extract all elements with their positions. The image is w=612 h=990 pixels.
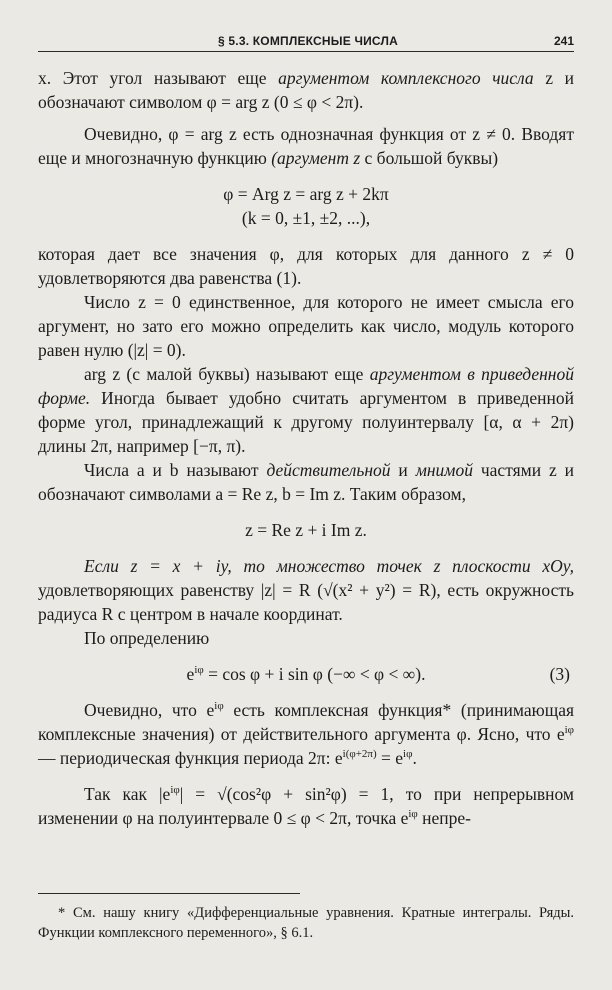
- footnote-divider: [38, 893, 300, 894]
- paragraph: Если z = x + iy, то множество точек z плоскости xOy, удовлетворяющих равенству |z| = R (√(x² + y²) = R), есть окружность радиуса R с центром в начале координат.: [38, 556, 574, 624]
- formula-euler: $e^{i\varphi} = \cos \varphi + i$ sin φ (−∞ < φ < ∞). (3): [186, 664, 570, 684]
- paragraph: Так как $|e^{i\varphi}| = √(\cos^2\varphi + \sin^2\varphi) = 1$, то при непрерывном изменении φ на полуинтервале 0 ≤ φ < 2π, точка $e^{i\varphi}$ непре-: [38, 784, 574, 828]
- formula-k-values: (k = 0, ±1, ±2, ...),: [241, 208, 371, 228]
- footnote: * См. нашу книгу «Дифференциальные уравнения. Кратные интегралы. Ряды. Функции комплексного переменного», § 6.1.: [38, 905, 574, 941]
- paragraph: которая дает все значения φ, для которых для данного z ≠ 0 удовлетворяются два равенства (1).: [38, 244, 574, 288]
- main-text: [38, 66, 574, 830]
- section-title: § 5.3. КОМПЛЕКСНЫЕ ЧИСЛА: [218, 34, 398, 48]
- paragraph: По определению: [84, 628, 210, 648]
- paragraph: Очевидно, φ = arg z есть однозначная функция от z ≠ 0. Вводят еще и многозначную функцию (аргумент z с большой буквы): [38, 124, 574, 168]
- paragraph: Очевидно, что $e^{i\varphi}$ есть комплексная функция* (принимающая комплексные значения) от действительного аргумента φ. Ясно, что $e^{i\varphi}$ — периодическая функция периода 2π: $e^{i(\varphi+2\pi)} = e^{i\varphi}$.: [38, 700, 575, 768]
- paragraph: Число z = 0 единственное, для которого не имеет смысла его аргумент, но зато его можно определить как число, модуль которого равен нулю (|z| = 0).: [38, 292, 574, 360]
- formula-arg-definition: φ = Arg z = arg z + 2kπ: [223, 184, 389, 204]
- paragraph: x. Этот угол называют еще аргументом комплексного числа z и обозначают символом φ = arg z (0 ≤ φ < 2π).: [38, 68, 575, 112]
- running-header: [38, 33, 574, 52]
- paragraph: Числа a и b называют действительной и мнимой частями z и обозначают символами a = Re z, b = Im z. Таким образом,: [38, 460, 575, 504]
- page-number: 241: [553, 34, 574, 48]
- formula-re-im: z = Re z + i Im z.: [245, 520, 367, 540]
- equation-number: (3): [549, 664, 570, 684]
- paragraph: arg z (с малой буквы) называют еще аргументом в приведенной форме. Иногда бывает удобно считать аргументом в приведенной форме угол, принадлежащий к другому полуинтервалу [α, α + 2π) длины 2π, например [−π, π).: [38, 364, 574, 456]
